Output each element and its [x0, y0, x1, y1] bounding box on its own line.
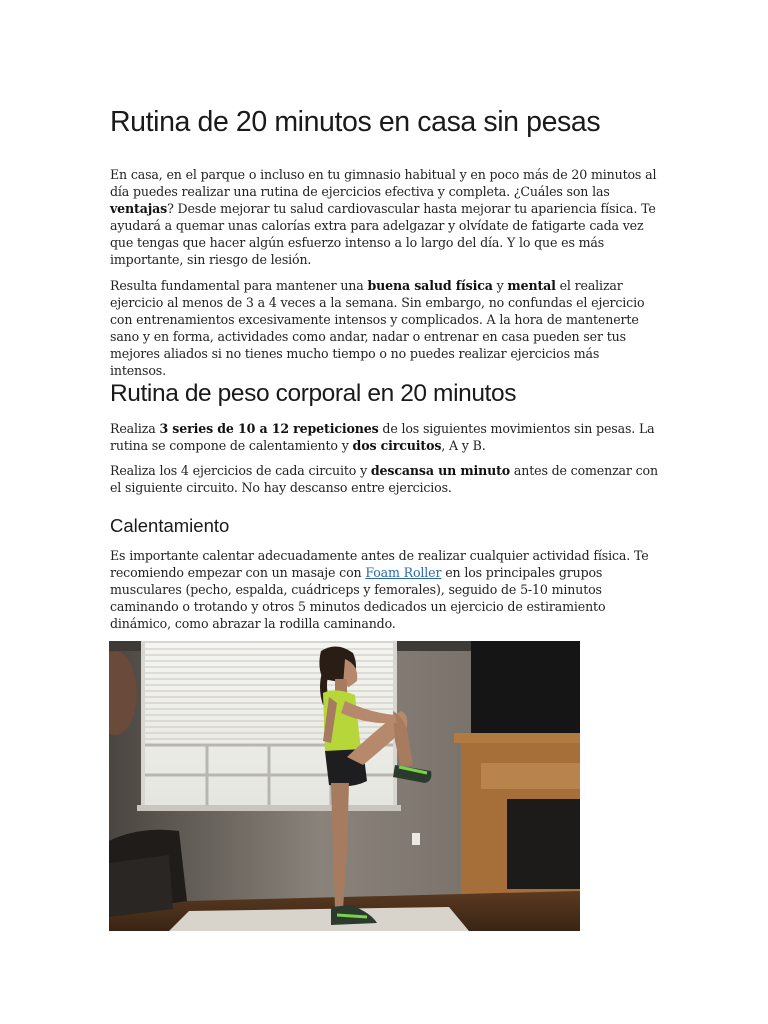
health-bold-2: mental	[507, 278, 556, 293]
section-heading-warmup: Calentamiento	[110, 515, 230, 536]
warmup-paragraph	[110, 548, 658, 633]
health-text-3: el realizar ejercicio al menos de 3 a 4 veces a la semana. Sin embargo, no confundas el ejercicio con entrenamientos excesivamente intensos y complicados. A la hora de mantenerte sano y en forma, actividades como andar, nadar o entrenar en casa pueden ser tus mejores aliados si no tienes mucho tiempo o no puedes realizar ejercicios más intensos.	[110, 278, 645, 378]
intro-text-1: En casa, en el parque o incluso en tu gimnasio habitual y en poco más de 20 minutos al día puedes realizar una rutina de ejercicios efectiva y completa. ¿Cuáles son las	[110, 167, 657, 199]
foam-roller-link[interactable]: Foam Roller	[365, 564, 442, 580]
intro-paragraph	[110, 167, 658, 268]
health-bold-1: buena salud física	[367, 278, 493, 293]
page-title: Rutina de 20 minutos en casa sin pesas	[110, 106, 601, 138]
health-text-2: y	[492, 278, 508, 293]
warmup-text-2: en los principales grupos musculares (pecho, espalda, cuádriceps y femorales), seguido de 5-10 minutos caminando o trotando y otros 5 minutos dedicados un ejercicio de estiramiento dinámico, como abrazar la rodilla caminando.	[110, 564, 606, 631]
knee-hug-stretch-photo	[109, 641, 580, 931]
routine-text-3: , A y B.	[441, 437, 486, 453]
section-heading-routine: Rutina de peso corporal en 20 minutos	[110, 380, 517, 407]
circuit-bold-1: descansa un minuto	[370, 463, 511, 478]
intro-bold-ventajas: ventajas	[110, 200, 168, 216]
routine-paragraph	[110, 421, 658, 455]
routine-bold-2: dos circuitos	[352, 437, 442, 453]
health-text-1: Resulta fundamental para mantener una	[110, 278, 368, 293]
warmup-text-1: Es importante calentar adecuadamente antes de realizar cualquier actividad física. Te recomiendo empezar con un masaje con	[110, 548, 649, 580]
routine-bold-1: 3 series de 10 a 12 repeticiones	[159, 421, 379, 436]
circuit-paragraph	[110, 463, 658, 497]
circuit-text-2: antes de comenzar con el siguiente circuito. No hay descanso entre ejercicios.	[110, 463, 658, 495]
routine-text-2: de los siguientes movimientos sin pesas. La rutina se compone de calentamiento y	[110, 421, 655, 453]
routine-text-1: Realiza	[110, 421, 160, 436]
health-paragraph	[110, 278, 658, 379]
circuit-text-1: Realiza los 4 ejercicios de cada circuito y	[110, 463, 371, 478]
intro-text-2: ? Desde mejorar tu salud cardiovascular hasta mejorar tu apariencia física. Te ayudará a quemar unas calorías extra para adelgazar y olvídate de fatigarte cada vez que tengas que hacer algún esfuerzo intenso a lo largo del día. Y lo que es más importante, sin riesgo de lesión.	[110, 200, 656, 267]
